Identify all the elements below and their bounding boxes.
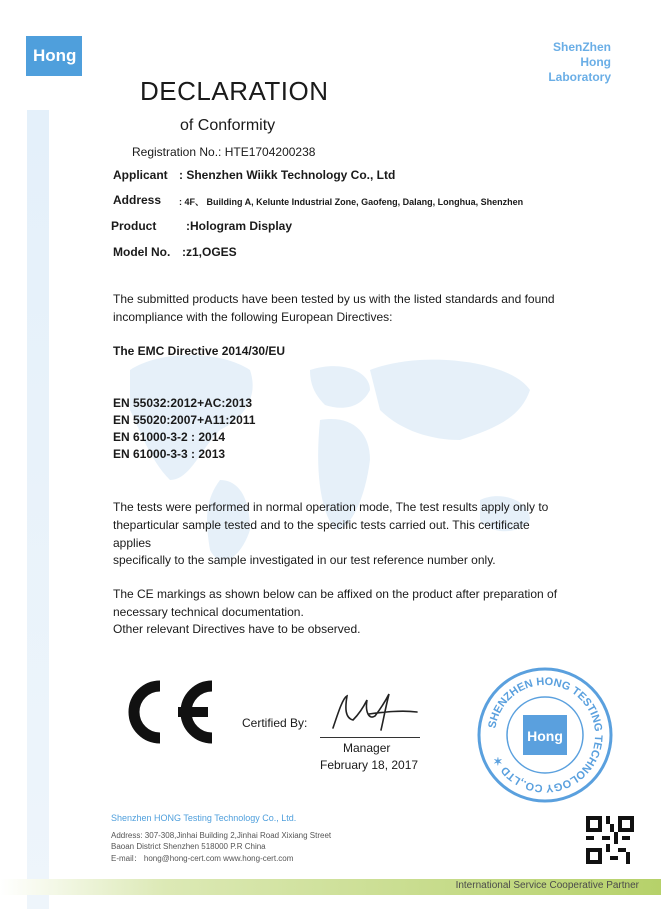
ce-line-2: necessary technical documentation. xyxy=(113,605,304,619)
footer-tagline: International Service Cooperative Partner xyxy=(455,880,639,891)
footer-company-name: Shenzhen HONG Testing Technology Co., Ltd. xyxy=(111,813,297,823)
document-title: DECLARATION xyxy=(140,76,329,106)
footer-contact: E-mail： hong@hong-cert.com www.hong-cert.com xyxy=(111,854,294,863)
hong-logo-text: Hong xyxy=(33,46,77,65)
model-value: :z1,OGES xyxy=(182,245,237,259)
lab-name-line-2: Hong xyxy=(580,55,611,69)
tests-line-2: theparticular sample tested and to the specific tests carried out. This certificate xyxy=(113,518,530,532)
directive: The EMC Directive 2014/30/EU xyxy=(113,344,286,358)
ce-line-1: The CE markings as shown below can be affixed on the product after preparation of xyxy=(113,587,558,601)
qr-code-icon xyxy=(586,816,634,864)
applicant-value: : Shenzhen Wiikk Technology Co., Ltd xyxy=(179,168,396,182)
address-label: Address xyxy=(113,193,162,207)
company-seal-icon xyxy=(475,665,615,805)
intro-line-2: incompliance with the following European Directives: xyxy=(113,310,393,324)
signatory-role: Manager xyxy=(343,741,391,755)
tests-line-3: applies xyxy=(113,536,152,550)
document-subtitle: of Conformity xyxy=(180,117,276,134)
standard-1: EN 55032:2012+AC:2013 xyxy=(113,396,253,410)
standard-4: EN 61000-3-3 : 2013 xyxy=(113,447,226,461)
intro-line-1: The submitted products have been tested by us with the listed standards and found xyxy=(113,292,555,306)
lab-name-line-3: Laboratory xyxy=(548,70,611,84)
svg-text:Hong: Hong xyxy=(527,728,563,744)
tests-line-1: The tests were performed in normal operation mode, The test results apply only to xyxy=(113,500,549,514)
model-label: Model No. xyxy=(113,245,171,259)
applicant-label: Applicant xyxy=(113,168,168,182)
registration-number: Registration No.: HTE1704200238 xyxy=(132,145,316,159)
standard-2: EN 55020:2007+A11:2011 xyxy=(113,413,256,427)
tests-line-4: specifically to the sample investigated in our test reference number only. xyxy=(113,553,496,567)
footer-address-line-2: Baoan District Shenzhen 518000 P.R China xyxy=(111,842,266,851)
signature-date: February 18, 2017 xyxy=(320,758,419,772)
standard-3: EN 61000-3-2 : 2014 xyxy=(113,430,226,444)
signature-line xyxy=(320,737,420,738)
left-decorative-band xyxy=(27,110,49,909)
product-value: :Hologram Display xyxy=(186,219,293,233)
footer-address-line-1: Address: 307-308,Jinhai Building 2,Jinhai Road Xixiang Street xyxy=(111,831,332,840)
ce-line-3: Other relevant Directives have to be observed. xyxy=(113,622,361,636)
lab-name-line-1: ShenZhen xyxy=(552,40,611,54)
signature-icon xyxy=(325,690,420,735)
ce-mark-icon xyxy=(118,676,218,748)
svg-text:SHENZHEN HONG TESTING TECHNOLO: SHENZHEN HONG TESTING TECHNOLOGY CO.,LTD ✶ xyxy=(486,675,605,795)
certified-by-label: Certified By: xyxy=(242,716,308,730)
product-label: Product xyxy=(111,219,157,233)
address-value: : 4F、 Building A, Kelunte Industrial Zone, Gaofeng, Dalang, Longhua, Shenzhen xyxy=(179,197,524,207)
